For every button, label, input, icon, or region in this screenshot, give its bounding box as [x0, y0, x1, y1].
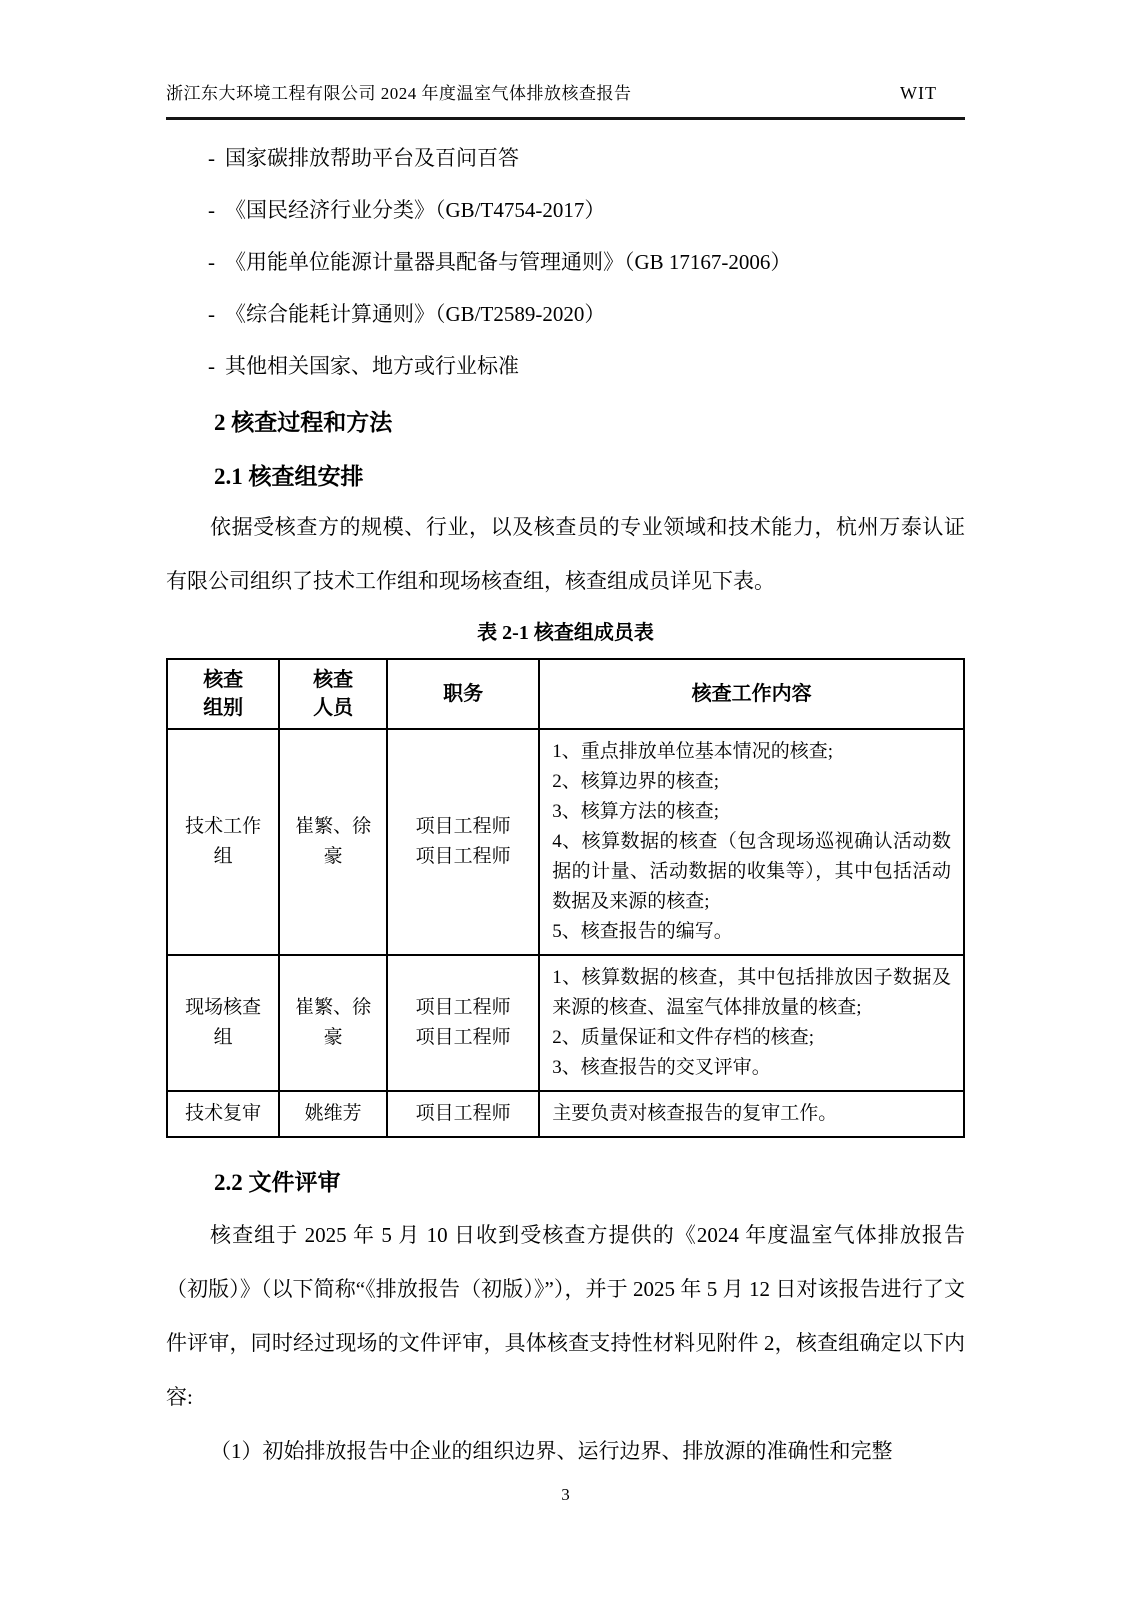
- reference-text: 国家碳排放帮助平台及百问百答: [225, 146, 519, 170]
- cell-duties: [539, 1091, 964, 1137]
- cell-members: 姚维芳: [279, 1091, 387, 1137]
- col-header-group: [167, 659, 279, 729]
- section-2-2-paragraph-2: （1）初始排放报告中企业的组织边界、运行边界、排放源的准确性和完整: [210, 1439, 893, 1463]
- page-number: 3: [561, 1485, 570, 1504]
- duty-line: 4、核算数据的核查（包含现场巡视确认活动数据的计量、活动数据的收集等），其中包括活动数据及来源的核查;: [552, 831, 951, 912]
- table-row: [167, 955, 964, 1091]
- table-caption: 表 2-1 核查组成员表: [477, 622, 654, 644]
- table-header-row: [167, 659, 964, 729]
- section-2-heading: 2 核查过程和方法: [214, 410, 393, 435]
- reference-text: 《国民经济行业分类》（GB/T4754-2017）: [225, 198, 606, 222]
- col-header-line: 组别: [203, 697, 244, 719]
- reference-text: 《用能单位能源计量器具配备与管理通则》（GB 17167-2006）: [225, 250, 792, 274]
- cell-duties: [539, 729, 964, 955]
- reference-item: [208, 132, 965, 184]
- cell-titles: [387, 1091, 539, 1137]
- section-2-1-heading: 2.1 核查组安排: [214, 464, 364, 489]
- page-footer: [0, 1484, 1131, 1506]
- section-2-1-paragraph: 依据受核查方的规模、行业，以及核查员的专业领域和技术能力，杭州万泰认证有限公司组织了技术工作组和现场核查组，核查组成员详见下表。: [166, 515, 965, 593]
- section-2-2-paragraph-1: 核查组于 2025 年 5 月 10 日收到受核查方提供的《2024 年度温室气体排放报告（初版）》（以下简称“《排放报告（初版）》”），并于 2025 年 5 月 12 日对该报告进行了文件评审，同时经过现场的文件评审，具体核查支持性材料见附件 2，核查组确定以下内容:: [166, 1223, 965, 1409]
- dash-bullet: -: [208, 146, 215, 170]
- col-header-title: 职务: [387, 659, 539, 729]
- team-members-table: [166, 658, 965, 1138]
- reference-item: [208, 288, 965, 340]
- cell-members: 崔繁、徐豪: [279, 955, 387, 1091]
- table-row: [167, 1091, 964, 1137]
- cell-duties: [539, 955, 964, 1091]
- dash-bullet: -: [208, 198, 215, 222]
- col-header-line: 核查: [313, 669, 354, 691]
- reference-item: [208, 236, 965, 288]
- col-header-duties: 核查工作内容: [539, 659, 964, 729]
- wit-logo: WIT: [900, 83, 937, 103]
- dash-bullet: -: [208, 302, 215, 326]
- title-line: 项目工程师: [415, 816, 511, 837]
- title-line: 项目工程师: [415, 846, 511, 867]
- col-header-line: 核查: [203, 669, 244, 691]
- cell-group: 现场核查组: [167, 955, 279, 1091]
- duty-line: 3、核查报告的交叉评审。: [552, 1057, 771, 1078]
- title-line: 项目工程师: [415, 997, 511, 1018]
- reference-text: 其他相关国家、地方或行业标准: [225, 354, 519, 378]
- reference-item: [208, 184, 965, 236]
- cell-titles: [387, 955, 539, 1091]
- cell-titles: [387, 729, 539, 955]
- table-row: [167, 729, 964, 955]
- duty-line: 3、核算方法的核查;: [552, 801, 719, 822]
- cell-group: 技术工作组: [167, 729, 279, 955]
- duty-line: 1、重点排放单位基本情况的核查;: [552, 741, 833, 762]
- title-line: 项目工程师: [415, 1103, 511, 1124]
- header-report-title: 浙江东大环境工程有限公司 2024 年度温室气体排放核查报告: [166, 84, 632, 103]
- page-header: [166, 0, 965, 120]
- duty-line: 主要负责对核查报告的复审工作。: [552, 1103, 838, 1124]
- duty-line: 5、核查报告的编写。: [552, 921, 733, 942]
- col-header-line: 人员: [313, 697, 354, 719]
- dash-bullet: -: [208, 250, 215, 274]
- reference-list: [166, 132, 965, 392]
- section-2-2-heading: 2.2 文件评审: [214, 1170, 341, 1195]
- cell-members: 崔繁、徐豪: [279, 729, 387, 955]
- col-header-members: [279, 659, 387, 729]
- cell-group: 技术复审: [167, 1091, 279, 1137]
- reference-text: 《综合能耗计算通则》（GB/T2589-2020）: [225, 302, 606, 326]
- header-divider: [166, 117, 965, 120]
- title-line: 项目工程师: [415, 1027, 511, 1048]
- duty-line: 2、核算边界的核查;: [552, 771, 719, 792]
- dash-bullet: -: [208, 354, 215, 378]
- reference-item: [208, 340, 965, 392]
- duty-line: 2、质量保证和文件存档的核查;: [552, 1027, 814, 1048]
- duty-line: 1、核算数据的核查，其中包括排放因子数据及来源的核查、温室气体排放量的核查;: [552, 967, 951, 1018]
